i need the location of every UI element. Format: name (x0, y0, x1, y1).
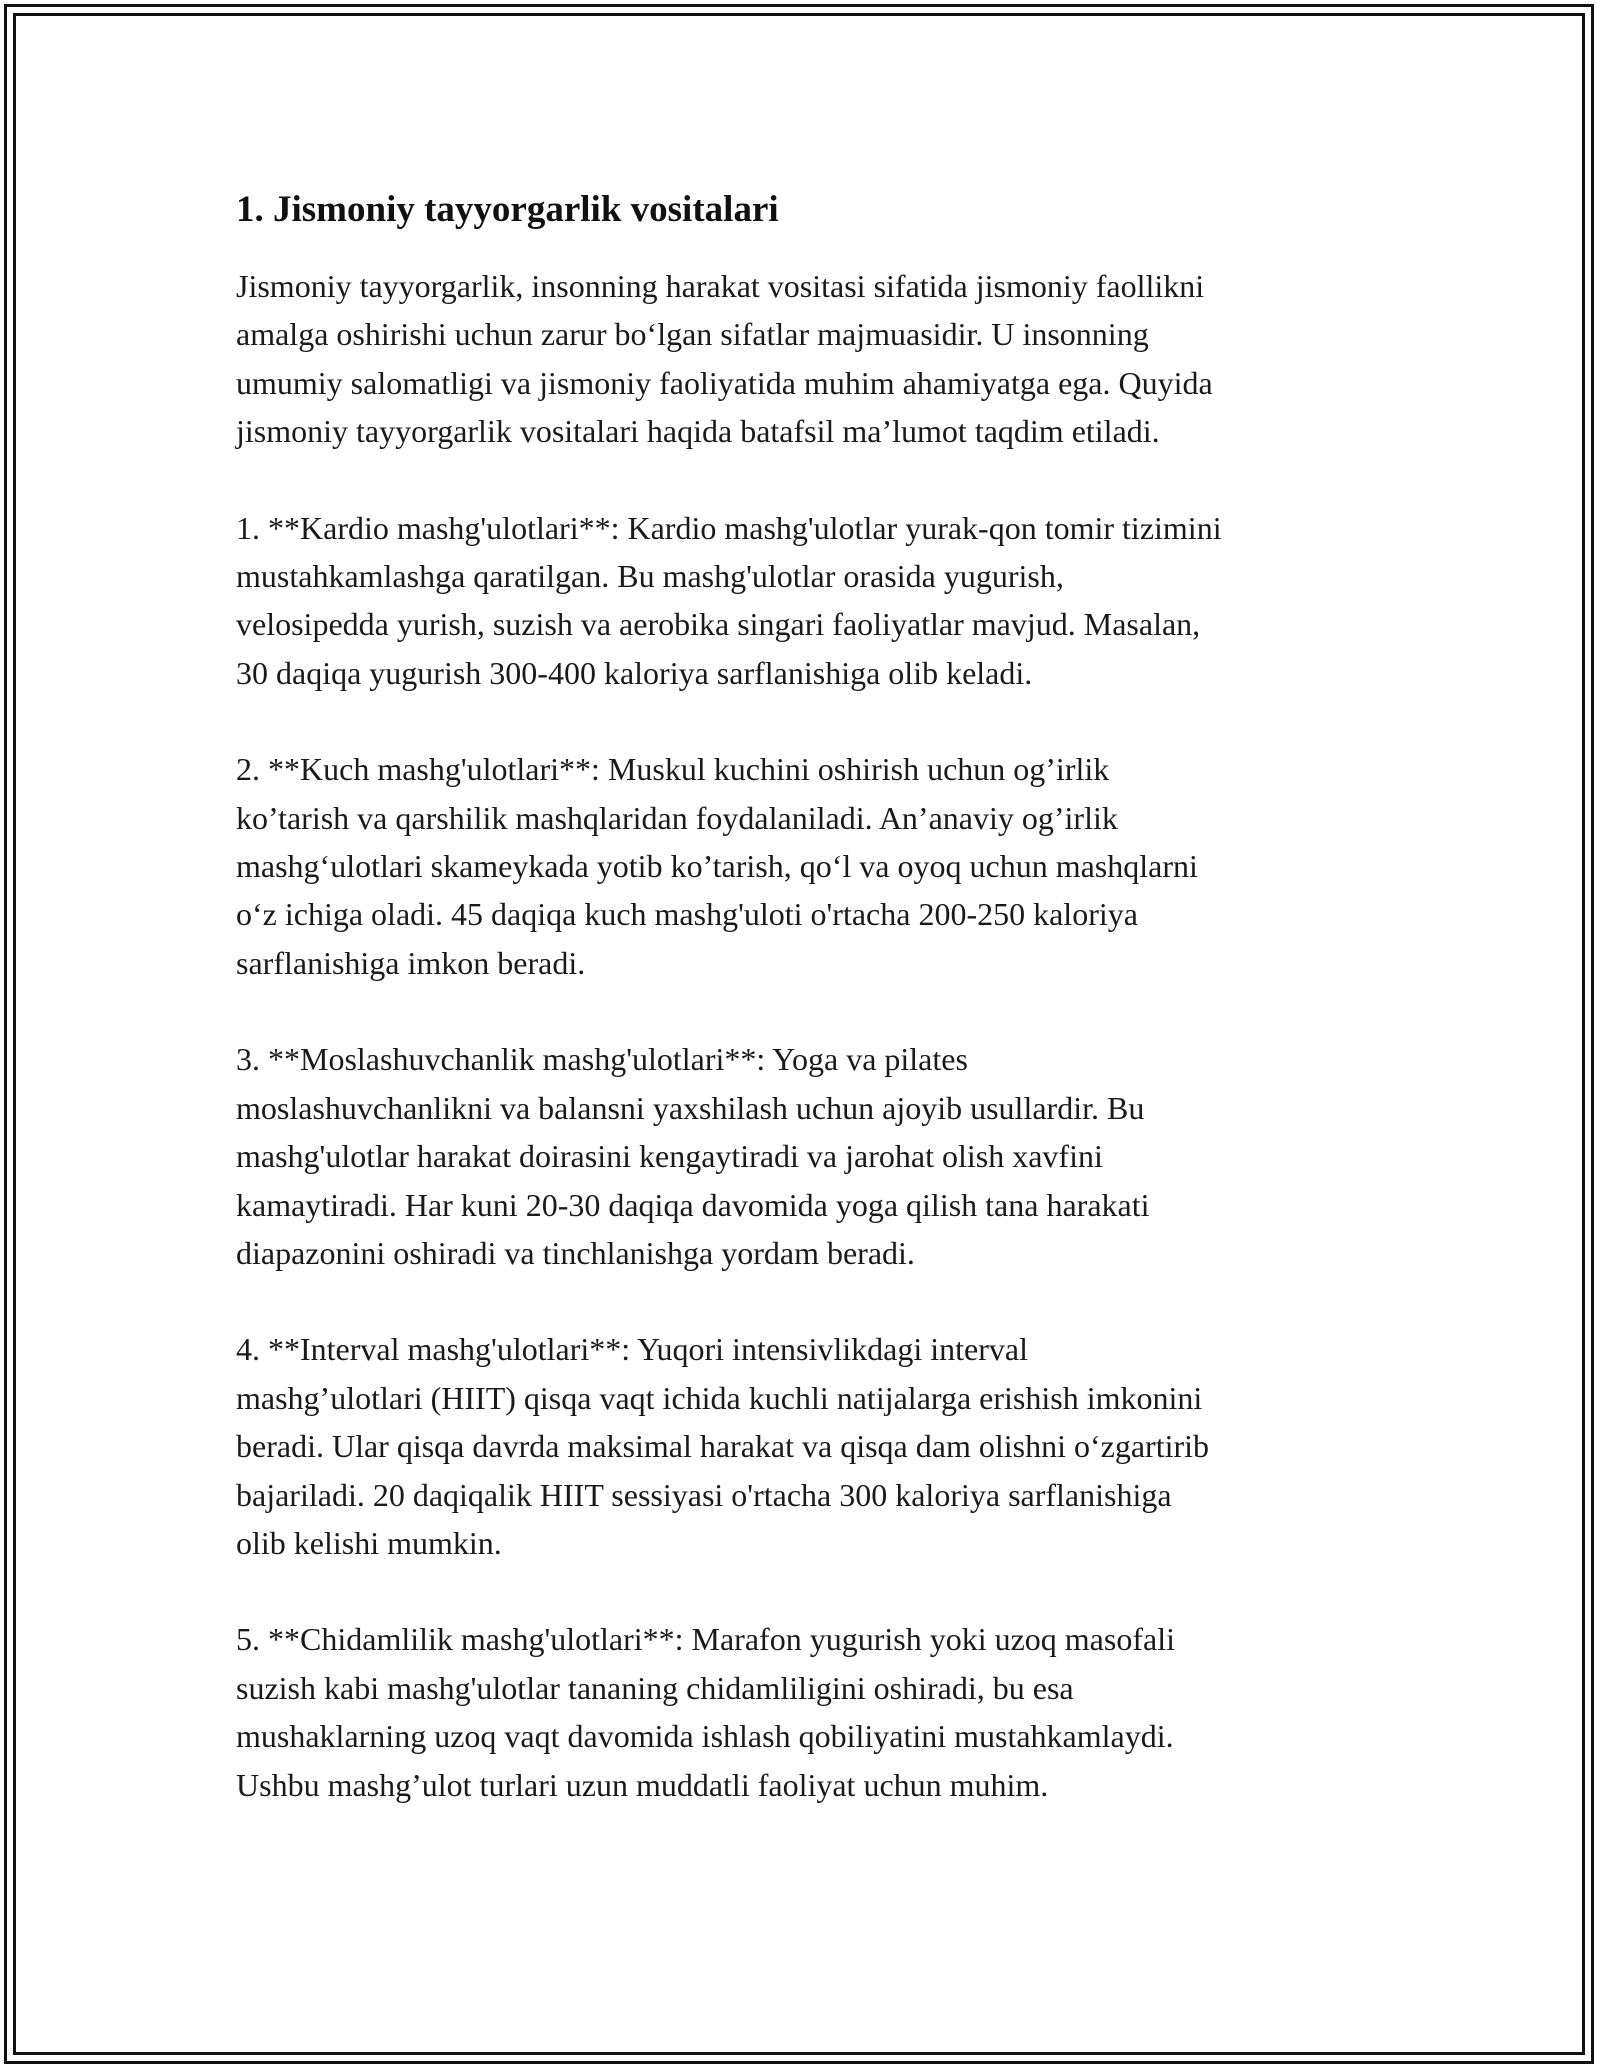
list-item-moslashuvchanlik (236, 1035, 1386, 1277)
paragraph-line: beradi. Ular qisqa davrda maksimal harakat va qisqa dam olishni o‘zgartirib (236, 1428, 1210, 1465)
paragraph-line: Ushbu mashg’ulot turlari uzun muddatli faoliyat uchun muhim. (236, 1766, 1049, 1803)
paragraph-line: 2. **Kuch mashg'ulotlari**: Muskul kuchini oshirish uchun og’irlik (236, 751, 1110, 788)
document-body (236, 186, 1386, 1857)
paragraph-line: moslashuvchanlikni va balansni yaxshilash uchun ajoyib usullardir. Bu (236, 1089, 1145, 1126)
paragraph-line: jismoniy tayyorgarlik vositalari haqida batafsil ma’lumot taqdim etiladi. (236, 413, 1160, 450)
paragraph-line: 4. **Interval mashg'ulotlari**: Yuqori intensivlikdagi interval (236, 1331, 1028, 1368)
list-item-kuch (236, 745, 1386, 987)
paragraph-line: 30 daqiqa yugurish 300-400 kaloriya sarflanishiga olib keladi. (236, 654, 1033, 691)
paragraph-line: 3. **Moslashuvchanlik mashg'ulotlari**: Yoga va pilates (236, 1041, 968, 1078)
paragraph-line: mashg’ulotlari (HIIT) qisqa vaqt ichida kuchli natijalarga erishish imkonini (236, 1379, 1203, 1416)
document-title: 1. Jismoniy tayyorgarlik vositalari (236, 189, 779, 230)
intro-paragraph (236, 262, 1386, 456)
paragraph-line: kamaytiradi. Har kuni 20-30 daqiqa davomida yoga qilish tana harakati (236, 1186, 1150, 1223)
paragraph-line: sarflanishiga imkon beradi. (236, 944, 586, 981)
list-item-chidamlilik (236, 1615, 1386, 1809)
paragraph-line: velosipedda yurish, suzish va aerobika singari faoliyatlar mavjud. Masalan, (236, 606, 1201, 643)
paragraph-line: Jismoniy tayyorgarlik, insonning harakat vositasi sifatida jismoniy faollikni (236, 268, 1205, 304)
paragraph-line: mushaklarning uzoq vaqt davomida ishlash qobiliyatini mustahkamlaydi. (236, 1718, 1174, 1755)
paragraph-line: 5. **Chidamlilik mashg'ulotlari**: Marafon yugurish yoki uzoq masofali (236, 1621, 1175, 1658)
list-item-kardio (236, 504, 1386, 698)
paragraph-line: olib kelishi mumkin. (236, 1524, 502, 1561)
paragraph-line: amalga oshirishi uchun zarur bo‘lgan sifatlar majmuasidir. U insonning (236, 316, 1149, 353)
paragraph-line: diapazonini oshiradi va tinchlanishga yordam beradi. (236, 1234, 915, 1271)
paragraph-line: o‘z ichiga oladi. 45 daqiqa kuch mashg'uloti o'rtacha 200-250 kaloriya (236, 896, 1138, 933)
paragraph-line: mashg‘ulotlari skameykada yotib ko’tarish, qo‘l va oyoq uchun mashqlarni (236, 848, 1198, 885)
paragraph-line: 1. **Kardio mashg'ulotlari**: Kardio mashg'ulotlar yurak-qon tomir tizimini (236, 509, 1222, 546)
paragraph-line: bajariladi. 20 daqiqalik HIIT sessiyasi o'rtacha 300 kaloriya sarflanishiga (236, 1476, 1172, 1513)
list-item-interval (236, 1325, 1386, 1567)
paragraph-line: suzish kabi mashg'ulotlar tananing chidamliligini oshiradi, bu esa (236, 1669, 1074, 1706)
paragraph-line: mustahkamlashga qaratilgan. Bu mashg'ulotlar orasida yugurish, (236, 558, 1064, 595)
paragraph-line: mashg'ulotlar harakat doirasini kengaytiradi va jarohat olish xavfini (236, 1138, 1103, 1175)
paragraph-line: ko’tarish va qarshilik mashqlaridan foydalaniladi. An’anaviy og’irlik (236, 799, 1118, 836)
paragraph-line: umumiy salomatligi va jismoniy faoliyatida muhim ahamiyatga ega. Quyida (236, 364, 1213, 401)
